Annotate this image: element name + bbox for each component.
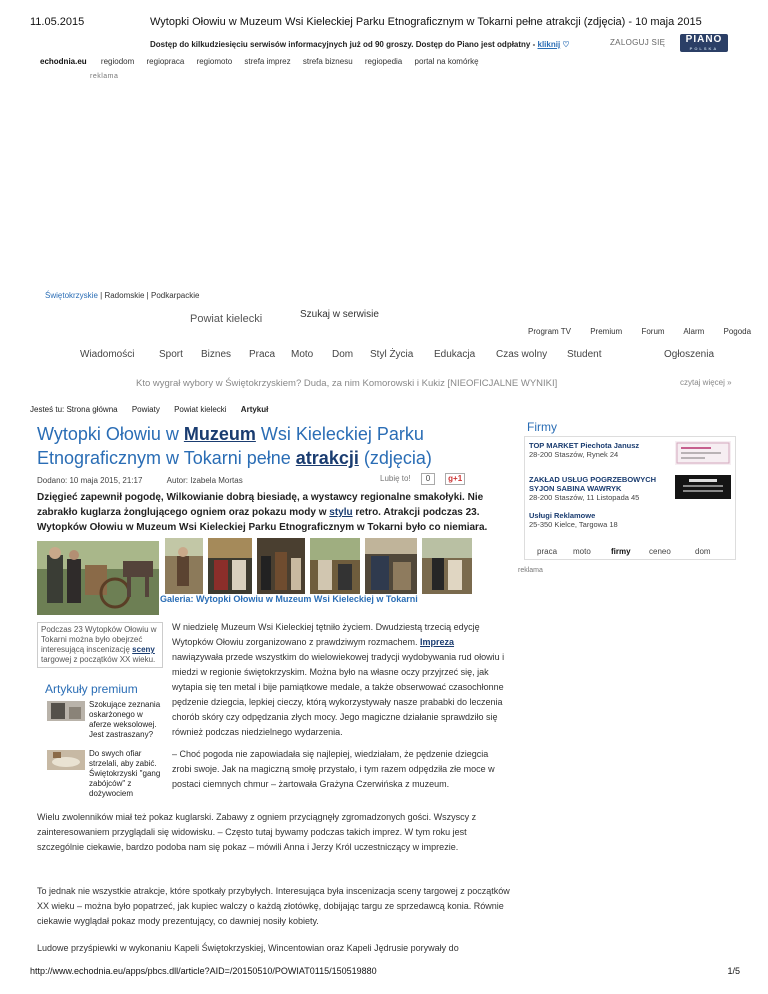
photo-gallery [37,538,507,594]
photo-caption [37,622,163,668]
body-link-impreza[interactable]: Impreza [420,637,455,647]
section-title: Powiat kielecki [190,313,263,325]
nav-item-regiodom[interactable]: regiodom [100,57,135,66]
breadcrumb-current: Artykuł [240,405,269,414]
firms-box [524,436,736,560]
ticker-more-link[interactable]: czytaj więcej » [680,378,732,387]
gplus-button[interactable] [445,473,465,485]
main-nav-styl-zycia[interactable]: Styl Życia [370,349,414,360]
portal-nav [40,57,489,66]
tab-firmy[interactable]: firmy [611,547,631,556]
nav-item-mobile[interactable]: portal na komórkę [414,57,479,66]
main-nav-student[interactable]: Student [567,349,602,360]
article-body-3: Wielu zwolenników miał też pokaz kuglarski. Zabawy z ogniem przyciągnęły zgromadzonych gości. Wszyscy z zainteresowaniem przyglądali się widowisku. – Często tutaj bywamy podczas takich imprez. W tym roku jest szczególnie ciekawie, bardzo podoba nam się pokaz – mówili Anna i Jerzy Król uczestniczący w imprezie. [37,812,477,852]
utility-nav [528,327,768,336]
gplus-label: +1 [453,474,463,483]
nav-item-regiopedia[interactable]: regiopedia [364,57,403,66]
main-nav-czas-wolny[interactable]: Czas wolny [496,349,548,360]
premium-article-1-text: Szokujące zeznania oskarżonego w aferze weksolowej. Jest zastraszany? [89,700,161,739]
breadcrumb-powiat-kielecki[interactable]: Powiat kielecki [174,405,227,414]
print-title: Wytopki Ołowiu w Muzeum Wsi Kieleckiej Parku Etnograficznym w Tokarni pełne atrakcji (zdjęcia) - 10 maja 2015 [150,16,702,28]
piano-logo[interactable] [680,34,728,52]
main-nav-dom[interactable]: Dom [332,349,354,360]
utility-program-tv[interactable]: Program TV [528,327,571,336]
promo-link[interactable]: kliknij [537,40,561,49]
gallery-thumb[interactable] [310,538,360,594]
tab-moto[interactable]: moto [573,547,591,556]
region-links [45,291,199,300]
region-radomskie[interactable]: Radomskie [104,291,145,300]
article-body-1 [172,620,507,740]
brand-link[interactable]: echodnia.eu [40,57,87,66]
login-link[interactable]: ZALOGUJ SIĘ [610,38,666,47]
body-text: W niedzielę Muzeum Wsi Kieleckiej tętniło życiem. Dwudziestą trzecią edycję Wytopków Ołowiu zorganizowano z prawdziwym rozmachem. [172,622,480,647]
page-number: 1/5 [727,966,740,976]
firm-logo[interactable] [675,475,731,499]
firms-heading: Firmy [527,420,557,434]
breadcrumb-powiaty[interactable]: Powiaty [131,405,160,414]
social-buttons [380,473,465,485]
firm-address: 28-200 Staszów, Rynek 24 [529,450,619,459]
tab-praca[interactable]: praca [537,547,558,556]
main-nav-praca[interactable]: Praca [249,349,276,360]
main-nav-sport[interactable]: Sport [159,349,183,360]
main-nav-ogloszenia[interactable]: Ogłoszenia [664,349,715,360]
like-count[interactable]: 0 [421,473,435,485]
promo-text [150,40,570,49]
firm-address: 25-350 Kielce, Targowa 18 [529,520,618,529]
lead-text: Dzięgieć zapewnił pogodę, Wilkowianie dobrą biesiadę, a wystawcy regionalne smakołyki. Nie zabrakło kuglarza żonglującego ogniem oraz pokazu mody w [37,492,484,518]
search-label[interactable]: Szukaj w serwisie [300,309,379,320]
firm-item[interactable] [529,475,679,502]
gallery-caption[interactable]: Galeria: Wytopki Ołowiu w Muzeum Wsi Kieleckiej w Tokarni [160,594,418,604]
title-text: Wsi Kieleckiej Parku Etnograficznym w Tokarni pełne [37,424,424,468]
article-body-4: To jednak nie wszystkie atrakcje, które spotkały przybyłych. Interesująca była inscenizacja sceny targowej z początków XX wieku – można było popatrzeć, jak kupiec walczy o każdą złotówkę, dobijając targu ze sprzedawcą konia. Równie ciekawie wyglądał pokaz mody prezentujący, co dawniej nosiły kobiety. [37,886,510,926]
like-label: Lubię to! [380,474,411,483]
title-link-atrakcji[interactable]: atrakcji [295,448,359,468]
gplus-icon: g [448,474,454,483]
utility-pogoda[interactable]: Pogoda [723,327,752,336]
breadcrumb [30,405,280,414]
caption-link-sceny[interactable]: sceny [132,645,155,654]
logo-sub-text: POLSKA [689,46,719,51]
firm-item[interactable] [529,511,679,529]
article-body-5: Ludowe przyśpiewki w wykonaniu Kapeli Świętokrzyskiej, Wincentowian oraz Kapeli Jędrusie porywały do [37,943,459,953]
main-nav-edukacja[interactable]: Edukacja [434,349,476,360]
main-nav [0,347,768,365]
firm-address: 28-200 Staszów, 11 Listopada 45 [529,493,640,502]
promo-message: Dostęp do kilkudziesięciu serwisów informacyjnych już od 90 groszy. Dostęp do Piano jest odpłatny - [150,40,536,49]
gallery-thumb[interactable] [165,538,203,594]
title-link-muzeum[interactable]: Muzeum [183,424,256,444]
main-nav-moto[interactable]: Moto [291,349,314,360]
premium-article-2[interactable] [37,749,162,799]
premium-article-1[interactable] [37,700,162,740]
lead-text: retro. Atrakcji podczas 23. Wytopków Ołowiu w Muzeum Wsi Kieleckiej Parku Etnograficznym w Tokarni było co niemiara. [37,507,488,533]
utility-alarm[interactable]: Alarm [683,327,705,336]
separator: | [144,291,151,300]
ad-label: reklama [90,73,119,80]
premium-article-2-text: Do swych ofiar strzelali, aby zabić. Świętokrzyski "gang zabójców" z dożywociem [89,749,161,798]
nav-item-regiomoto[interactable]: regiomoto [196,57,233,66]
lead-link-stylu[interactable]: stylu [329,507,353,518]
publish-date: Dodano: 10 maja 2015, 21:17 [37,476,143,485]
main-nav-wiadomosci[interactable]: Wiadomości [80,349,135,360]
gallery-thumb[interactable] [422,538,472,594]
separator: | [97,291,105,300]
firm-name: TOP MARKET Piechota Janusz [529,441,640,450]
gallery-thumb[interactable] [208,538,252,594]
firm-item[interactable] [529,441,669,459]
body-text: nawiązywała przede wszystkim do wielowiekowej tradycji wydobywania rud ołowiu i miedzi w regionie świętokrzyskim. Można było na własne oczy przyjrzeć się, jak wytapia się ten metal i bije pamiątkowe medale, a także obserwować czasochłonne pędzenie dziegcia, lepkiej cieczy, którą wykorzystywały nasze prababki do leczenia chorób skóry czy odpędzania złych mocy. Jego magiczne działanie sprawdziło się również podczas niedzielnego wydarzenia. [172,652,505,737]
nav-item-strefa-biznesu[interactable]: strefa biznesu [302,57,353,66]
premium-heading: Artykuły premium [45,682,138,696]
tab-dom[interactable]: dom [695,547,711,556]
main-nav-biznes[interactable]: Biznes [201,349,232,360]
article-body-2: – Choć pogoda nie zapowiadała się najlepiej, wiedziałam, że pędzenie dziegcia zrobi swoje. Jak na magiczną smołę przystało, i tym razem odpędziła złe moce w postaci ciemnych chmur – żartowała Grażyna Czerwińska z muzeum. [172,749,495,789]
region-podkarpackie[interactable]: Podkarpackie [150,291,200,300]
print-footer [30,966,740,976]
author: Autor: Izabela Mortas [166,476,243,485]
firm-logo[interactable] [675,441,731,465]
nav-item-strefa-imprez[interactable]: strefa imprez [244,57,291,66]
region-swietokrzyskie[interactable]: Świętokrzyskie [45,291,98,300]
caption-text: targowej z początków XX wieku. [41,655,156,664]
breadcrumb-home[interactable]: Jesteś tu: Strona główna [30,405,118,414]
utility-premium[interactable]: Premium [590,327,623,336]
page-url: http://www.echodnia.eu/apps/pbcs.dll/article?AID=/20150510/POWIAT0115/150519880 [30,966,377,976]
article-title [37,422,507,470]
title-text: (zdjęcia) [358,448,432,468]
article-lead [37,490,512,535]
firm-name: ZAKŁAD USŁUG POGRZEBOWYCH SYJON SABINA WAWRYK [529,475,657,493]
utility-forum[interactable]: Forum [641,327,665,336]
gallery-thumb[interactable] [257,538,305,594]
gallery-thumb[interactable] [365,538,417,594]
article-meta [37,476,243,485]
news-ticker[interactable]: Kto wygrał wybory w Świętokrzyskiem? Duda, za nim Komorowski i Kukiz [NIEOFICJALNE WYNIKI] [136,378,558,389]
tab-ceneo[interactable]: ceneo [649,547,671,556]
logo-main-text: PIANO [685,34,723,45]
nav-item-regiopraca[interactable]: regiopraca [146,57,185,66]
heart-outline-icon: ♡ [562,40,570,49]
caption-text: Podczas 23 Wytopków Ołowiu w Tokarni można było obejrzeć interesującą inscenizację [41,625,157,654]
ad-label: reklama [518,567,543,574]
print-date: 11.05.2015 [30,16,85,28]
title-text: Wytopki Ołowiu w [37,424,184,444]
firm-name: Usługi Reklamowe [529,511,596,520]
